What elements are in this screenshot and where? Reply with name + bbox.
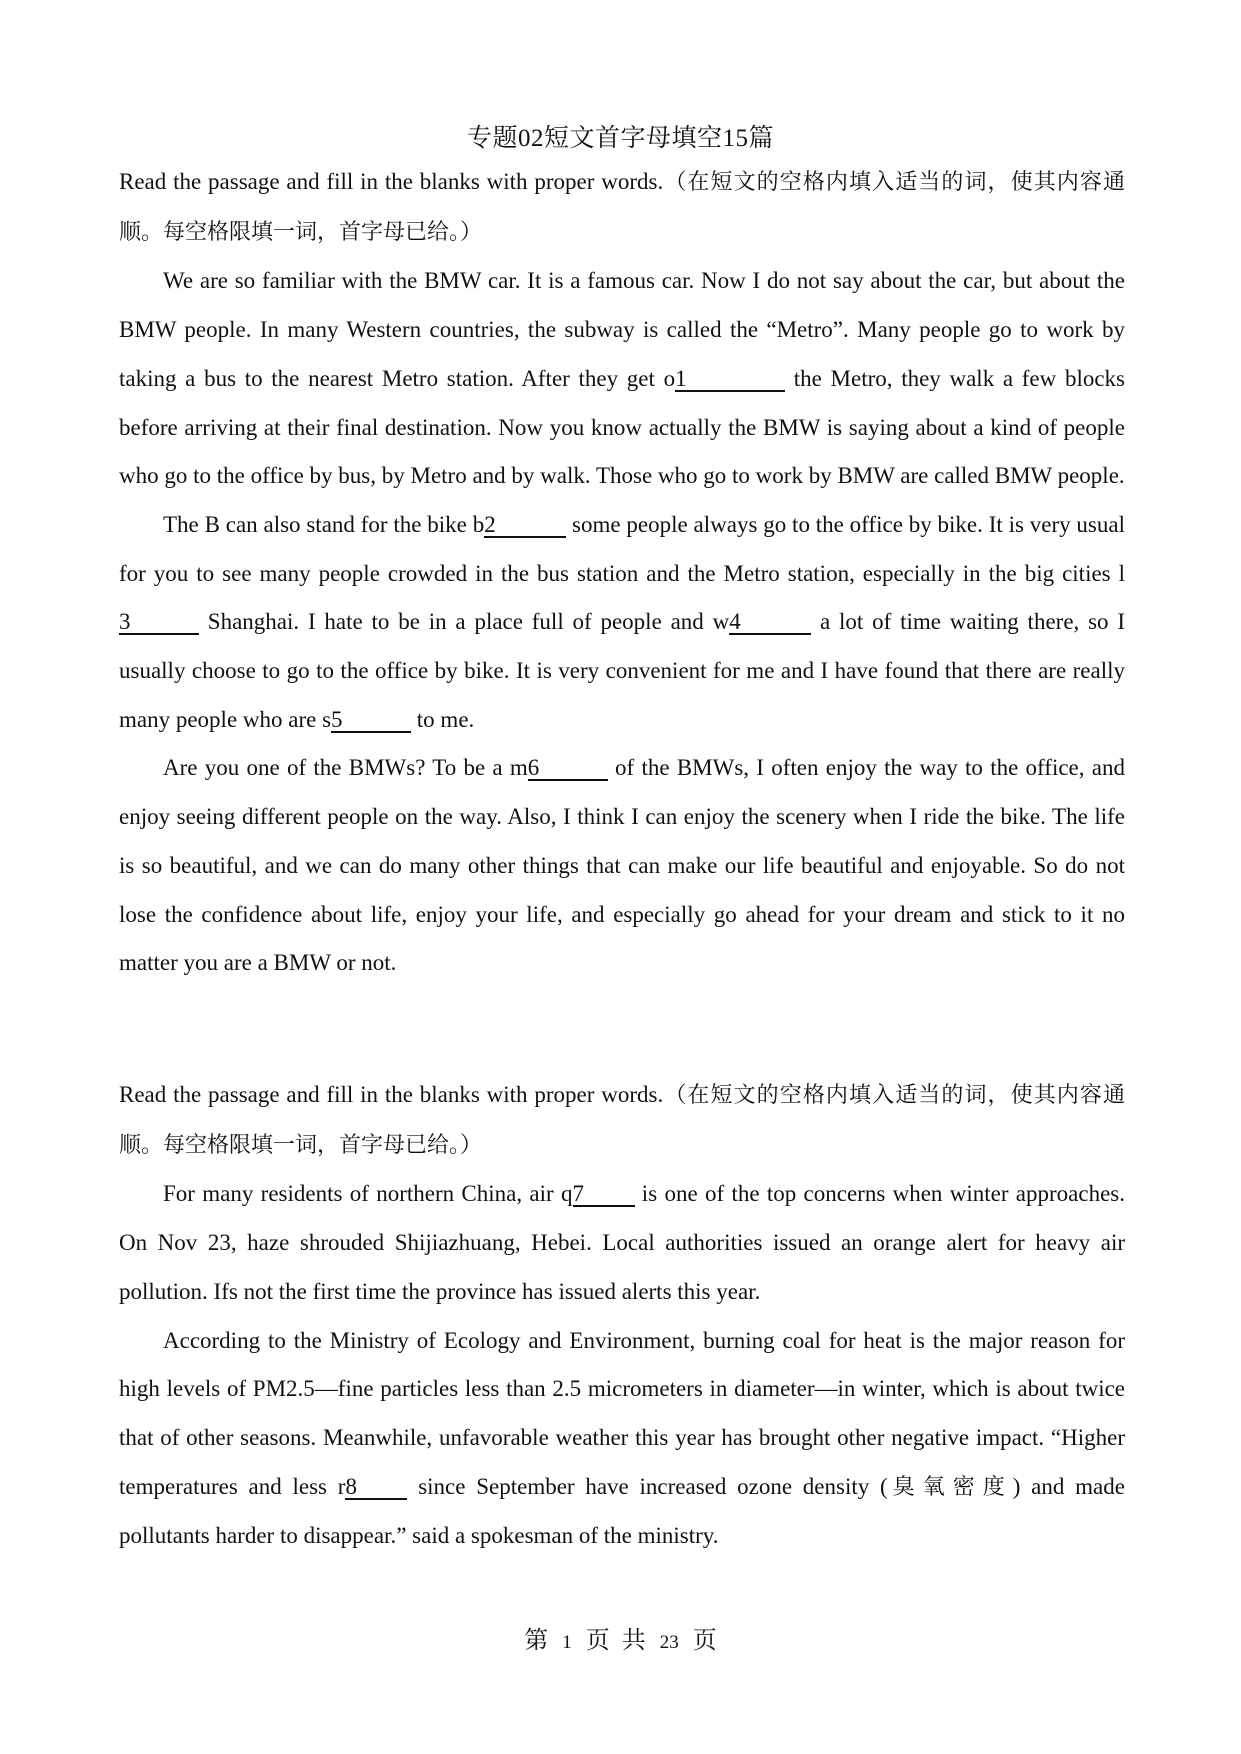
paragraph-bmw-3 <box>119 744 1125 988</box>
paragraph-text: For many residents of northern China, air q <box>163 1181 573 1207</box>
paragraph-bmw-1 <box>119 257 1125 501</box>
paragraph-text: since September have increased ozone density ( <box>407 1473 888 1499</box>
section-2-instruction <box>119 1071 1125 1170</box>
blank-5[interactable]: 5 <box>331 709 411 733</box>
blank-7[interactable]: 7 <box>573 1183 635 1207</box>
paragraph-text: ) and made pollutants harder to disappear.” said a spokesman of the ministry. <box>119 1473 1125 1549</box>
page-number: 1 <box>562 1632 572 1653</box>
footer-di: 第 <box>524 1626 549 1654</box>
paragraph-bmw-2 <box>119 501 1125 745</box>
blank-8[interactable]: 8 <box>345 1476 407 1500</box>
blank-4[interactable]: 4 <box>729 611 811 635</box>
paragraph-text: of the BMWs, I often enjoy the way to the office, and enjoy seeing different people on the way. Also, I think I can enjoy the scenery when I ride the bike. The life is so beautiful, and we can do many other things that can make our life beautiful and enjoyable. So do not lose the confidence about life, enjoy your life, and especially go ahead for your dream and stick to it no matter you are a BMW or not. <box>119 755 1125 976</box>
instruction-english: Read the passage and fill in the blanks with proper words. <box>119 169 664 194</box>
paragraph-text: a lot of time waiting there, so I usually choose to go to the office by bike. It is very convenient for me and I have found that there are really many people who are s <box>119 609 1125 732</box>
paragraph-text: the Metro, they walk a few blocks before arriving at their final destination. Now you know actually the BMW is saying about a kind of people who go to the office by bus, by Metro and by walk. Those who go to work by BMW are called BMW people. <box>119 365 1125 489</box>
paragraph-text: Shanghai. I hate to be in a place full of people and w <box>199 609 730 635</box>
section-2 <box>119 1071 1125 1561</box>
page-footer <box>0 1620 1241 1655</box>
paragraph-text: is one of the top concerns when winter approaches. On Nov 23, haze shrouded Shijiazhuang, Hebei. Local authorities issued an orange alert for heavy air pollution. Ifs not the first time the province has issued alerts this year. <box>119 1181 1125 1304</box>
paragraph-text: to me. <box>411 706 475 732</box>
paragraph-text: We are so familiar with the BMW car. It is a famous car. Now I do not say about the car, but about the BMW people. In many Western countries, the subway is called the “Metro”. Many people go to work by taking a bus to the nearest Metro station. After they get o <box>119 268 1125 391</box>
paragraph-text: According to the Ministry of Ecology and Environment, burning coal for heat is the major reason for high levels of PM2.5—fine particles less than 2.5 micrometers in diameter—in winter, which is about twice that of other seasons. Meanwhile, unfavorable weather this year has brought other negative impact. “Higher temperatures and less r <box>119 1327 1125 1499</box>
paragraph-text: The B can also stand for the bike b <box>163 511 485 537</box>
paragraph-air-1 <box>119 1170 1125 1316</box>
blank-1[interactable]: 1 <box>675 368 785 392</box>
ozone-density-chinese: 臭氧密度 <box>887 1474 1013 1500</box>
instruction-chinese: （在短文的空格内填入适当的词，使其内容通顺。每空格限填一词，首字母已给。） <box>119 1083 1125 1158</box>
paragraph-text: some people always go to the office by bike. It is very usual for you to see many people crowded in the bus station and the Metro station, especially in the big cities l <box>119 511 1125 586</box>
blank-6[interactable]: 6 <box>528 757 608 781</box>
blank-3[interactable]: 3 <box>119 611 199 635</box>
paragraph-text: Are you one of the BMWs? To be a m <box>163 755 528 781</box>
paragraph-air-2 <box>119 1317 1125 1562</box>
page-title: 专题02短文首字母填空15篇 <box>466 125 774 152</box>
section-1-instruction <box>119 158 1125 257</box>
total-pages: 23 <box>659 1632 679 1653</box>
section-1 <box>119 158 1125 988</box>
footer-ye: 页 <box>585 1626 610 1654</box>
instruction-chinese: （在短文的空格内填入适当的词，使其内容通顺。每空格限填一词，首字母已给。） <box>119 170 1125 245</box>
instruction-english: Read the passage and fill in the blanks with proper words. <box>119 1082 664 1107</box>
footer-ye: 页 <box>692 1626 717 1654</box>
blank-2[interactable]: 2 <box>484 514 566 538</box>
footer-gong: 共 <box>621 1626 646 1654</box>
